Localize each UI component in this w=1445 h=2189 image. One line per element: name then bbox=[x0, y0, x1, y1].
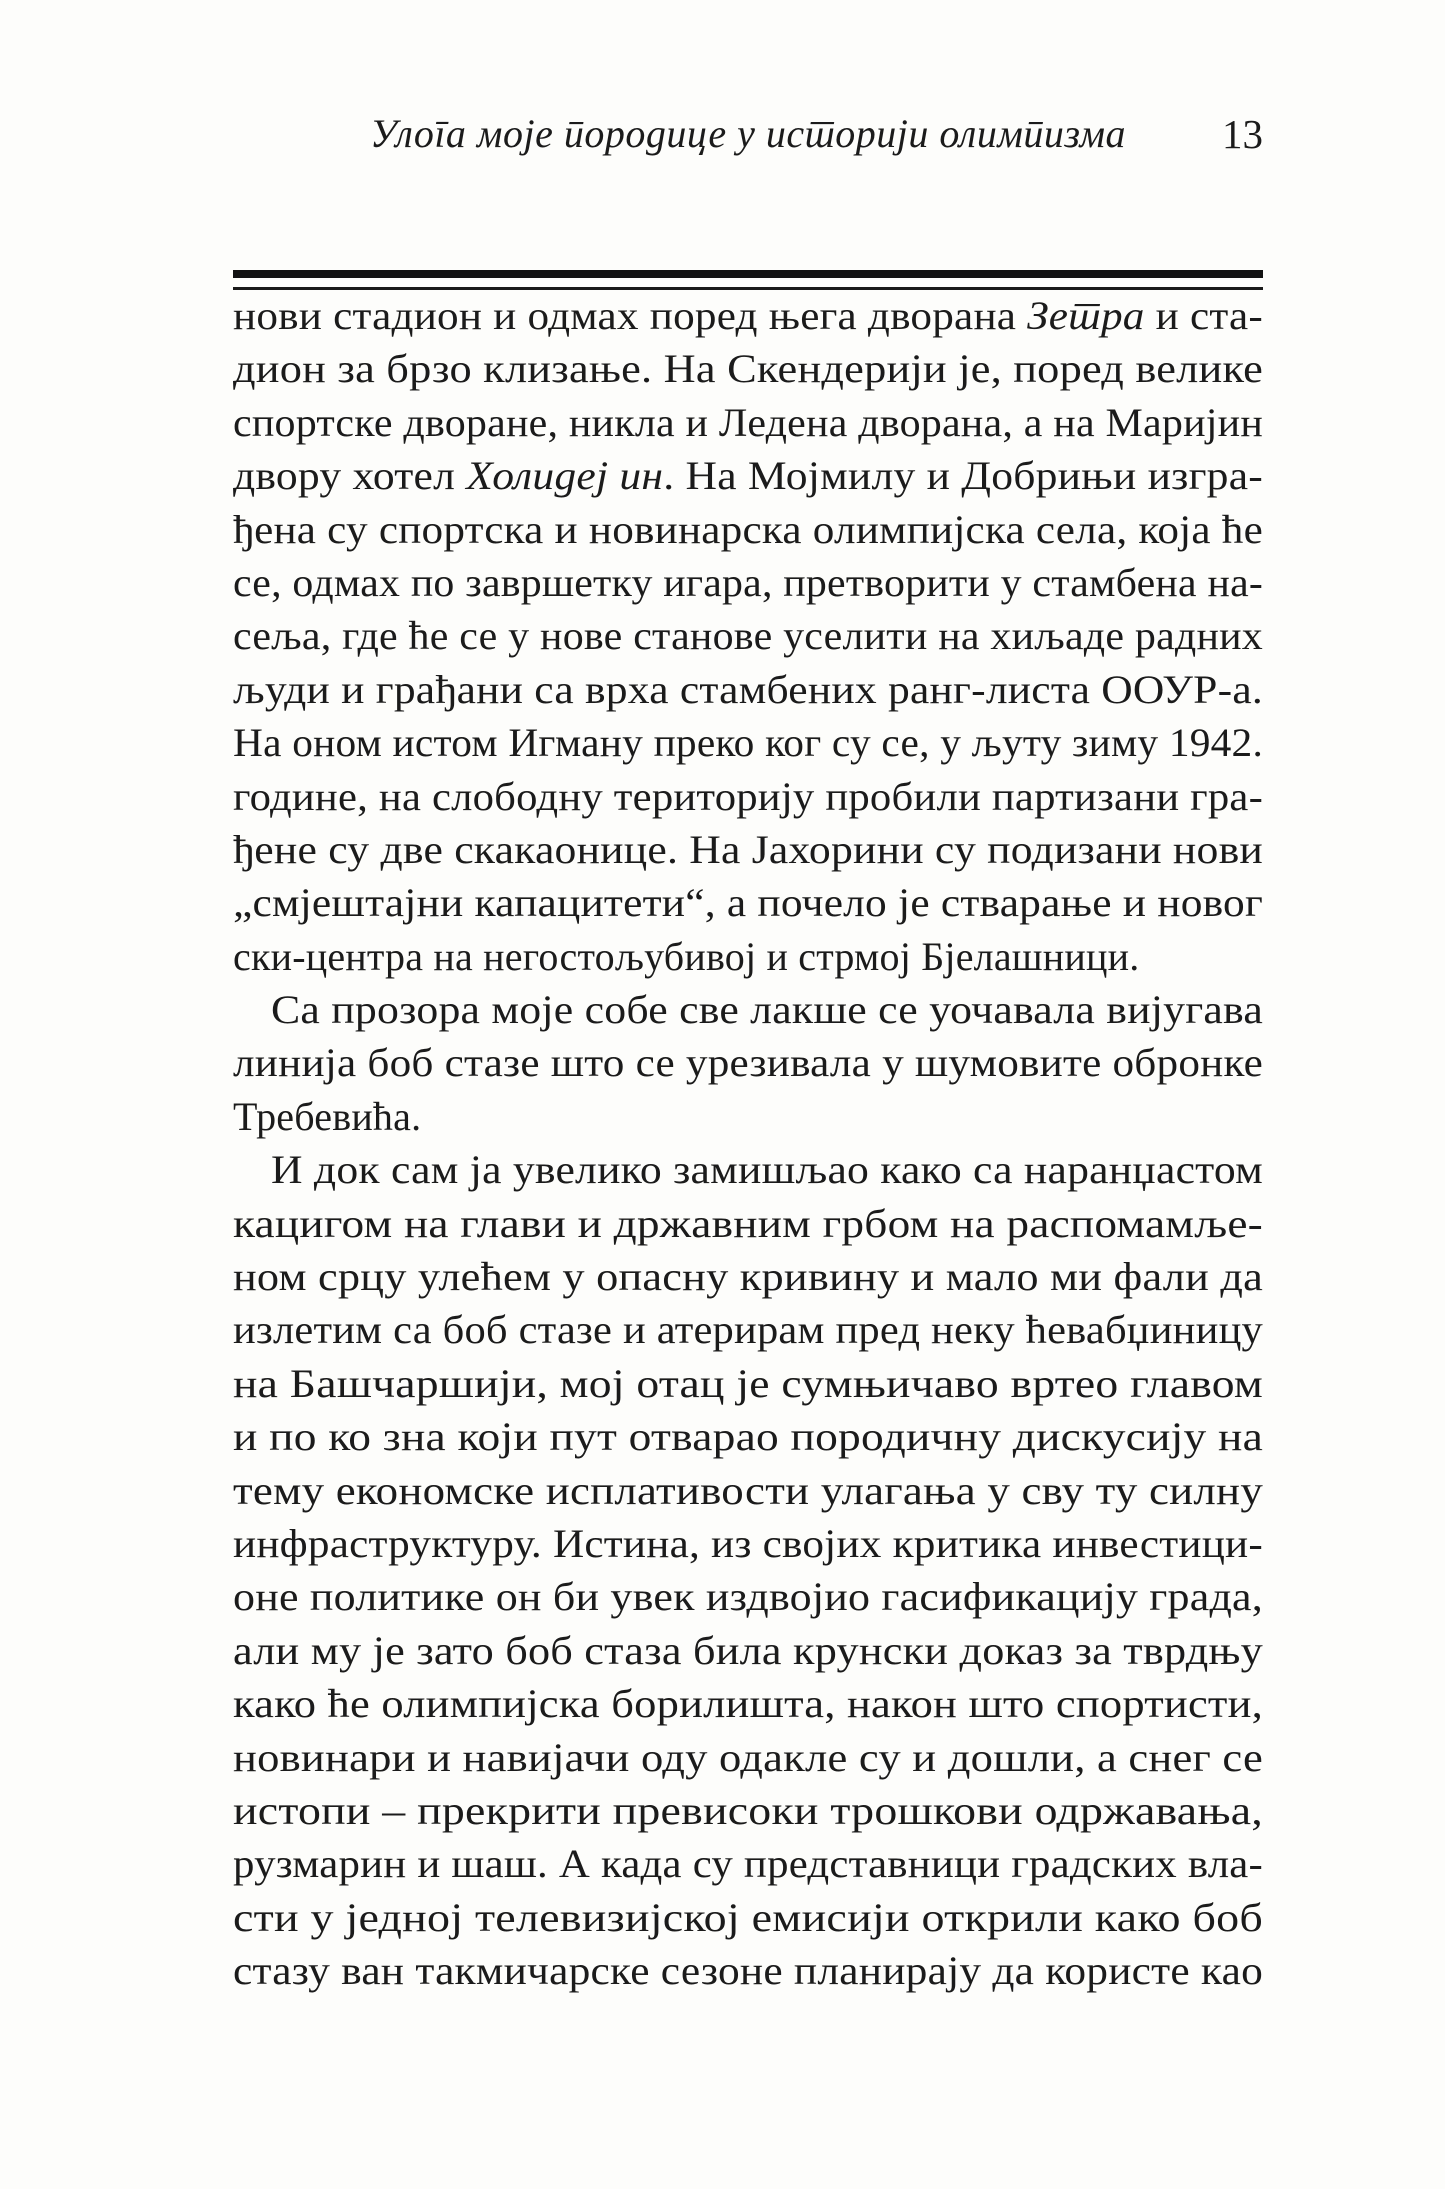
text-line bbox=[233, 1944, 1263, 1997]
page-number: 13 bbox=[1222, 111, 1263, 157]
text-segment: ном срцу улећем у опасну кривину и мало ми фали да bbox=[233, 1254, 1263, 1300]
text-line bbox=[233, 876, 1263, 929]
text-line bbox=[233, 1036, 1263, 1089]
text-line bbox=[233, 1624, 1263, 1677]
text-line bbox=[233, 663, 1263, 716]
text-line bbox=[233, 1250, 1263, 1303]
text-line bbox=[233, 930, 1263, 983]
text-segment: „смјештајни капацитети“, а почело је стварање и новог bbox=[233, 880, 1263, 926]
header-rule-divider bbox=[233, 270, 1263, 290]
text-segment: се, одмах по завршетку игара, претворити у стамбена на- bbox=[233, 559, 1263, 605]
text-segment: нови стадион и одмах поред њега дворана bbox=[233, 293, 1028, 338]
text-line bbox=[233, 289, 1263, 342]
text-segment: сти у једној телевизијској емисији открили како боб bbox=[233, 1894, 1263, 1940]
text-segment: кацигом на глави и државним грбом на распомамље- bbox=[233, 1200, 1263, 1246]
text-line bbox=[233, 342, 1263, 395]
text-line bbox=[233, 609, 1263, 662]
text-segment: тему економске исплативости улагања у сву ту силну bbox=[233, 1467, 1263, 1513]
text-line bbox=[233, 1464, 1263, 1517]
text-line bbox=[233, 1410, 1263, 1463]
text-segment: стазу ван такмичарске сезоне планирају да користе као bbox=[233, 1948, 1263, 1994]
text-segment: сеља, где ће се у нове станове уселити на хиљаде радних bbox=[233, 613, 1263, 659]
text-line bbox=[233, 1090, 1263, 1143]
text-segment: На оном истом Игману преко ког су се, у љуту зиму 1942. bbox=[233, 720, 1263, 766]
running-header-title: Улога моје породице у историји олимпизма bbox=[369, 111, 1127, 156]
text-segment: линија боб стазе што се урезивала у шумовите обронке bbox=[233, 1040, 1263, 1086]
text-segment: године, на слободну територију пробили партизани гра- bbox=[233, 773, 1263, 819]
text-segment: излетим са боб стазе и атерирам пред неку ћевабџиницу bbox=[233, 1307, 1263, 1353]
text-line bbox=[233, 1197, 1263, 1250]
text-line bbox=[233, 556, 1263, 609]
text-segment: оне политике он би увек издвојио гасификацију града, bbox=[233, 1574, 1263, 1620]
text-line bbox=[233, 716, 1263, 769]
text-segment: рузмарин и шаш. А када су представници градских вла- bbox=[233, 1841, 1263, 1887]
text-segment: . На Мојмилу и Добрињи изгра- bbox=[663, 453, 1263, 499]
text-segment: како ће олимпијска борилишта, након што спортисти, bbox=[233, 1681, 1263, 1727]
text-segment: ђене су две скакаонице. На Јахорини су подизани нови bbox=[233, 826, 1263, 872]
text-segment: новинари и навијачи оду одакле су и дошли, а снег се bbox=[233, 1734, 1263, 1780]
text-line bbox=[233, 503, 1263, 556]
text-line bbox=[233, 1570, 1263, 1623]
text-line bbox=[233, 983, 1263, 1036]
text-segment: ски-центра на негостољубивој и стрмој Бјелашници. bbox=[233, 933, 1140, 979]
text-segment: ђена су спортска и новинарска олимпијска села, која ће bbox=[233, 506, 1263, 552]
text-line bbox=[233, 1837, 1263, 1890]
text-line bbox=[233, 1731, 1263, 1784]
text-segment: двору хотел bbox=[233, 453, 467, 499]
text-segment: на Башчаршији, мој отац је сумњичаво вртео главом bbox=[233, 1360, 1263, 1406]
text-line bbox=[233, 1357, 1263, 1410]
text-line bbox=[233, 1891, 1263, 1944]
text-line bbox=[233, 449, 1263, 502]
text-segment: инфраструктуру. Истина, из својих критика инвестици- bbox=[233, 1520, 1263, 1566]
text-line bbox=[233, 1143, 1263, 1196]
text-segment: дион за брзо клизање. На Скендерији је, поред велике bbox=[233, 346, 1263, 392]
emphasized-text: Зетра bbox=[1027, 293, 1145, 338]
running-header bbox=[233, 106, 1263, 162]
emphasized-text: Холидеј ин bbox=[466, 453, 664, 499]
text-line bbox=[233, 1517, 1263, 1570]
text-line bbox=[233, 1303, 1263, 1356]
text-segment: И док сам ја увелико замишљао како са наранџастом bbox=[271, 1147, 1263, 1193]
text-segment: али му је зато боб стаза била крунски доказ за тврдњу bbox=[233, 1627, 1263, 1673]
text-segment: Са прозора моје собе све лакше се уочавала вијугава bbox=[271, 987, 1263, 1033]
text-segment: Требевића. bbox=[233, 1093, 422, 1139]
text-line bbox=[233, 396, 1263, 449]
page-body bbox=[233, 289, 1263, 1998]
text-line bbox=[233, 770, 1263, 823]
text-segment: спортске дворане, никла и Ледена дворана, а на Маријин bbox=[233, 399, 1263, 445]
text-segment: и по ко зна који пут отварао породичну дискусију на bbox=[233, 1414, 1263, 1460]
text-segment: и ста- bbox=[1144, 293, 1263, 338]
text-line bbox=[233, 823, 1263, 876]
text-line bbox=[233, 1784, 1263, 1837]
text-segment: људи и грађани са врха стамбених ранг-листа ООУР-а. bbox=[233, 666, 1263, 712]
text-line bbox=[233, 1677, 1263, 1730]
text-segment: истопи – прекрити превисоки трошкови одржавања, bbox=[233, 1787, 1263, 1833]
